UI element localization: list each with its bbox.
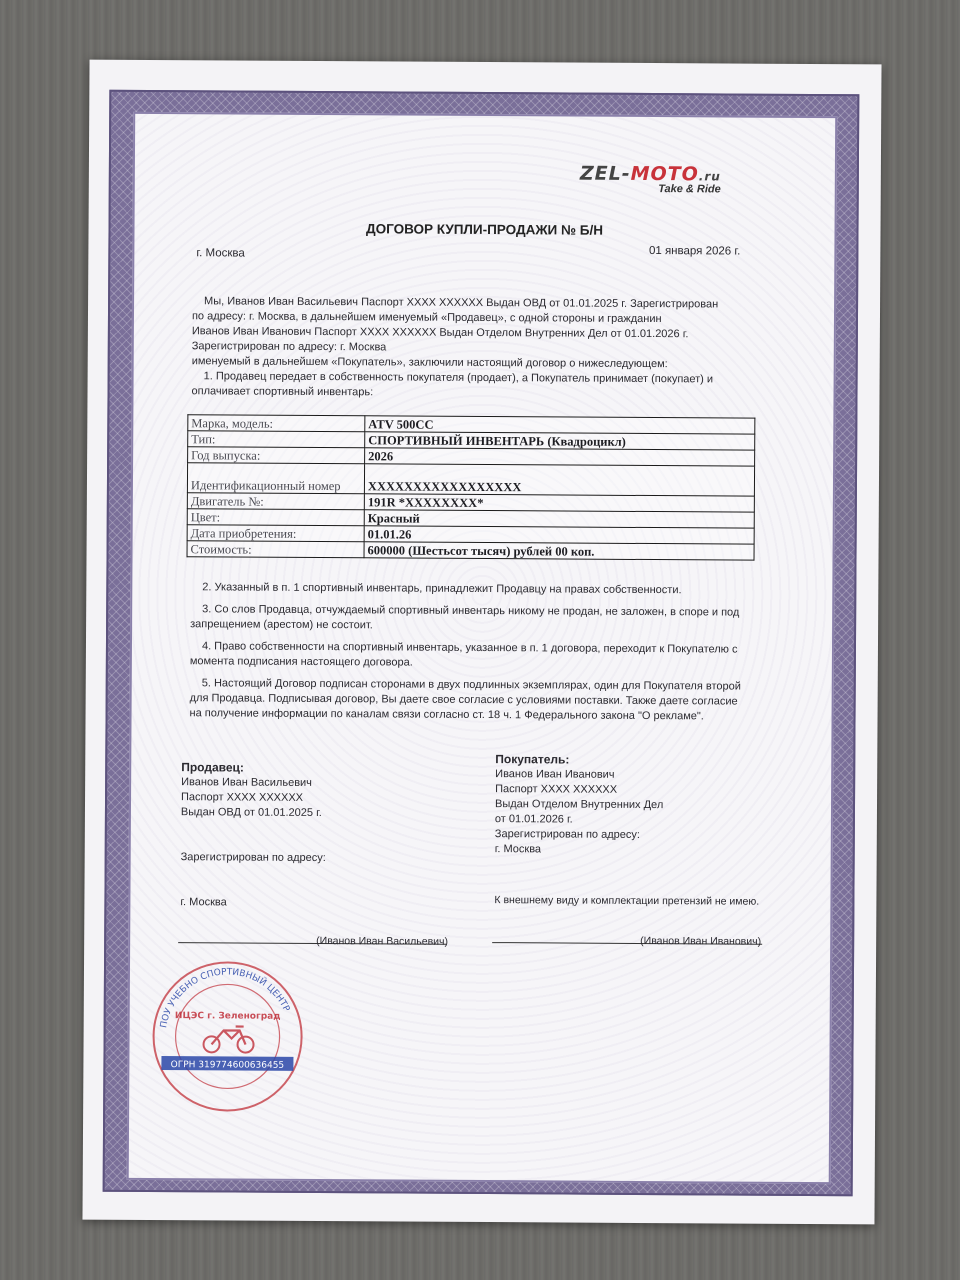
spec-label: Марка, модель: <box>188 415 365 432</box>
intro-line: оплачивает спортивный инвентарь: <box>191 385 374 399</box>
spec-label: Стоимость: <box>187 541 364 558</box>
spec-label: Идентификационный номер <box>187 463 364 494</box>
intro-paragraph <box>191 294 752 402</box>
clause: 4. Право собственности на спортивный инвентарь, указанное в п. 1 договора, переходит к Покупателю с момента подписания настоящего договора. <box>189 640 738 669</box>
buyer-line: Выдан Отделом Внутренних Дел <box>494 798 664 812</box>
table-row <box>187 541 754 560</box>
seller-heading: Продавец: <box>181 760 244 775</box>
motorcycle-icon <box>203 1026 253 1052</box>
buyer-heading: Покупатель: <box>495 752 570 767</box>
spec-label: Год выпуска: <box>188 447 365 464</box>
intro-line: Зарегистрирован по адресу: г. Москва <box>191 340 387 354</box>
logo-text-2: MOTO <box>630 162 699 186</box>
stamp-org: ИЦЭС г. Зеленоград <box>174 1011 281 1022</box>
intro-line: Иванов Иван Иванович Паспорт ХХХХ ХХХХХХ Выдан Отделом Внутренних Дел от 01.01.2026 г. <box>191 325 689 341</box>
seller-reg: Зарегистрирован по адресу: <box>180 851 326 865</box>
vehicle-specs-table <box>187 414 756 560</box>
intro-line: Мы, Иванов Иван Васильевич Паспорт ХХХХ ХХХХХХ Выдан ОВД от 01.01.2025 г. Зарегистрирован <box>204 295 719 311</box>
spec-label: Двигатель №: <box>187 493 364 510</box>
table-row <box>187 463 754 496</box>
spec-value: 191R *XXXXXXXX* <box>364 494 754 512</box>
spec-label: Дата приобретения: <box>187 525 364 542</box>
logo-text-1: ZEL- <box>579 162 631 185</box>
spec-label: Цвет: <box>187 509 364 526</box>
stamp-ring-text: ПОУ УЧЕБНО СПОРТИВНЫЙ ЦЕНТР <box>159 967 291 1029</box>
contract-paper <box>82 60 881 1225</box>
buyer-line: Зарегистрирован по адресу: <box>494 828 640 841</box>
spec-value: ATV 500CC <box>365 416 755 434</box>
seller-city: г. Москва <box>180 896 227 909</box>
buyer-signature-name: (Иванов Иван Иванович) <box>640 934 762 948</box>
buyer-block <box>494 752 775 910</box>
spec-value: Красный <box>364 510 754 528</box>
spec-label: Тип: <box>188 431 365 448</box>
buyer-line: Иванов Иван Иванович <box>495 768 615 781</box>
logo-suffix: .ru <box>698 169 721 184</box>
spec-value: 2026 <box>365 448 755 466</box>
seller-line: Иванов Иван Васильевич <box>181 776 312 789</box>
buyer-line: от 01.01.2026 г. <box>494 813 573 826</box>
seller-line: Выдан ОВД от 01.01.2025 г. <box>180 806 322 820</box>
buyer-line: г. Москва <box>494 843 542 856</box>
seller-line: Паспорт ХХХХ ХХХХХХ <box>181 791 304 804</box>
intro-line: по адресу: г. Москва, в дальнейшем именуемый «Продавец», с одной стороны и гражданин <box>191 310 662 326</box>
intro-line: именуемый в дальнейшем «Покупатель», заключили настоящий договор о нижеследующем: <box>191 355 668 371</box>
intro-line: 1. Продавец передает в собственность покупателя (продает), а Покупатель принимает (покупает) и <box>203 370 714 386</box>
clause: 5. Настоящий Договор подписан сторонами в двух подлинных экземплярах, один для Покупателя второй для Продавца. Подписывая договор, Вы даете свое согласие с условиями поставки. Также даете согласие на получение информации по каналам связи согласно ст. 18 ч. 1 Федерального закона "О рекламе". <box>189 677 741 723</box>
spec-value: СПОРТИВНЫЙ ИНВЕНТАРЬ (Квадроцикл) <box>365 432 755 450</box>
clause: 2. Указанный в п. 1 спортивный инвентарь, принадлежит Продавцу на правах собственности. <box>202 581 682 597</box>
contract-clauses <box>189 580 750 731</box>
contract-title: ДОГОВОР КУПЛИ-ПРОДАЖИ № Б/Н <box>365 221 604 238</box>
logo-tagline: Take & Ride <box>658 183 721 196</box>
seller-block <box>180 760 441 912</box>
zelmoto-logo <box>521 162 721 197</box>
buyer-note: К внешнему виду и комплектации претензий не имею. <box>494 894 760 908</box>
spec-value: 01.01.26 <box>364 526 754 544</box>
buyer-line: Паспорт ХХХХ ХХХХХХ <box>495 783 618 796</box>
spec-value: XXXXXXXXXXXXXXXXX <box>364 464 754 496</box>
contract-city: г. Москва <box>196 247 245 260</box>
clause: 3. Со слов Продавца, отчуждаемый спортивный инвентарь никому не продан, не заложен, в споре и под запрещением (арестом) не состоит. <box>190 603 740 632</box>
organization-stamp <box>147 956 308 1117</box>
stamp-ogrn: ОГРН 319774600636455 <box>170 1060 285 1071</box>
seller-signature-name: (Иванов Иван Васильевич) <box>316 934 449 948</box>
stamp-inner-ring <box>175 984 280 1089</box>
contract-date: 01 января 2026 г. <box>648 245 741 258</box>
spec-value: 600000 (Шестьсот тысяч) рублей 00 коп. <box>364 542 754 560</box>
